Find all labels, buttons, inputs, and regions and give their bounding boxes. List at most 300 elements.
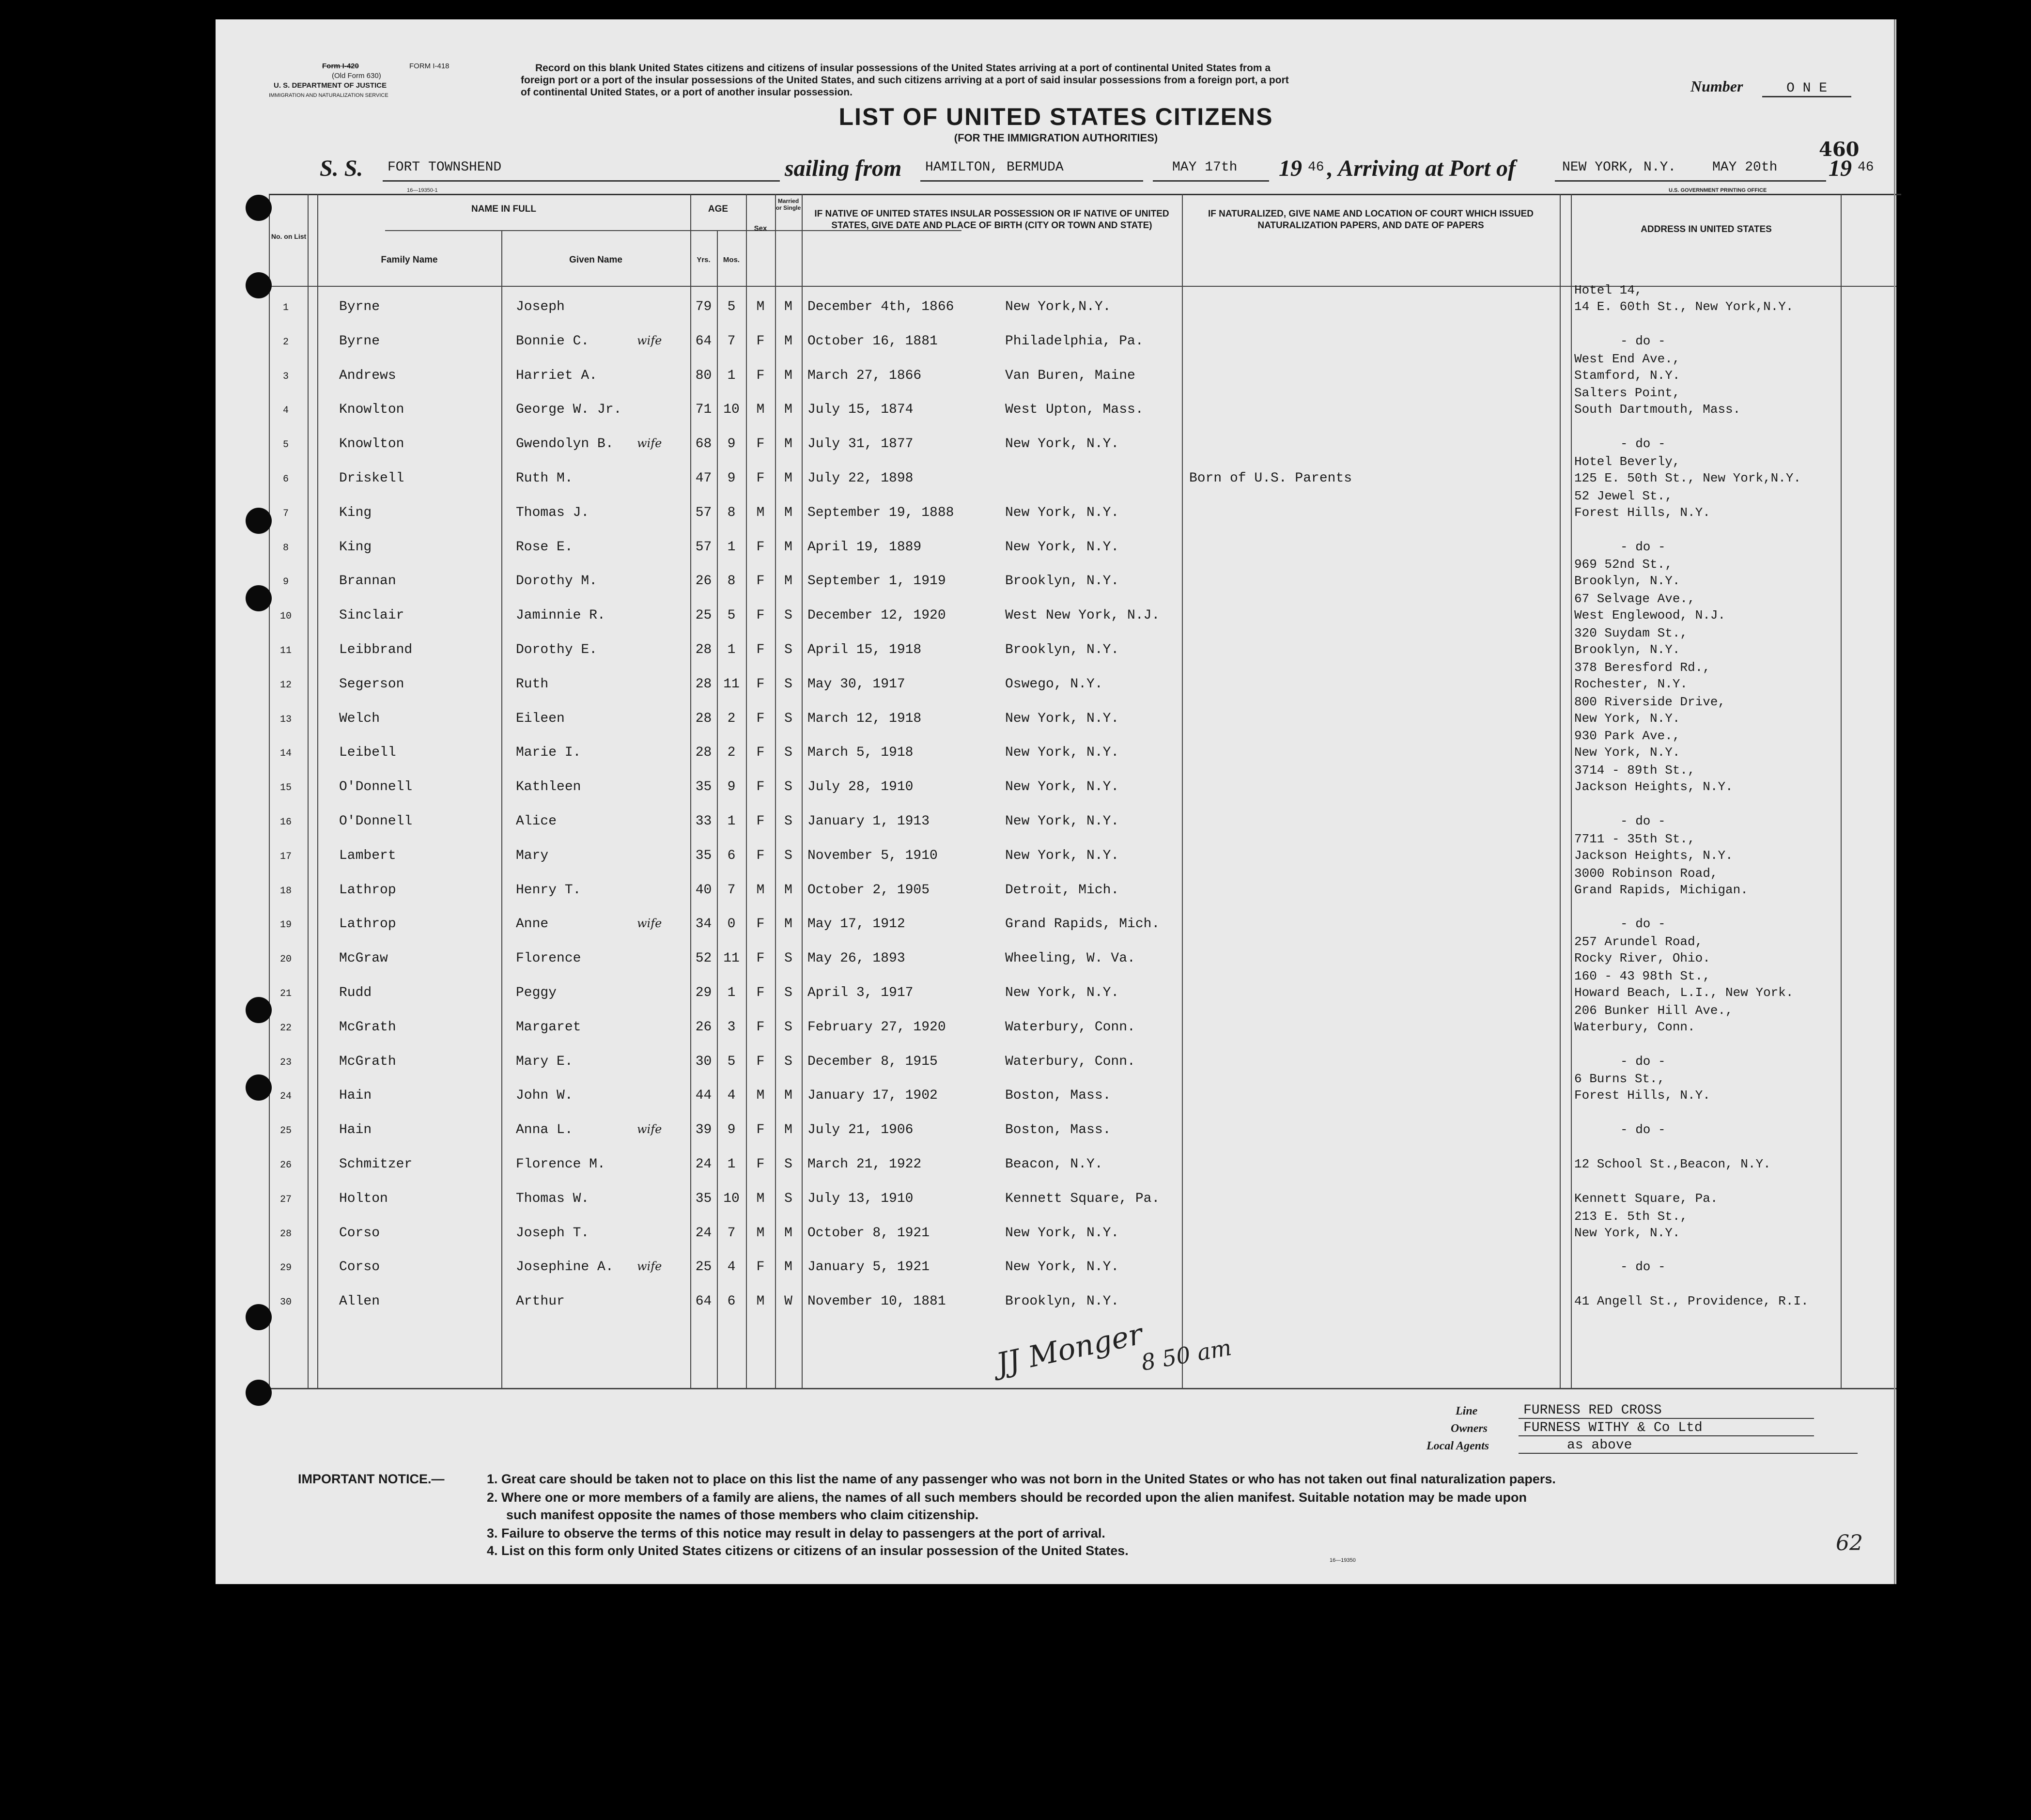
sail-year: 46 (1308, 160, 1324, 175)
punch-hole (246, 585, 272, 611)
family-name: Corso (339, 1260, 380, 1275)
age-years: 52 (695, 951, 712, 966)
address-line-2: Rochester, N.Y. (1574, 676, 1688, 691)
arrival-underline (1555, 180, 1826, 182)
birth-date: July 22, 1898 (807, 471, 914, 486)
ship-name: FORT TOWNSHEND (388, 160, 502, 175)
birth-date: April 15, 1918 (807, 642, 922, 657)
given-name: George W. Jr. (516, 402, 622, 418)
row-number: 2 (282, 336, 289, 348)
birth-place: Boston, Mass. (1005, 1122, 1111, 1138)
age-years: 44 (695, 1088, 712, 1104)
birth-place: Waterbury, Conn. (1005, 1054, 1135, 1069)
address-line-2: Brooklyn, N.Y. (1574, 642, 1680, 657)
marital-status: S (784, 676, 792, 692)
marital-status: S (784, 779, 792, 795)
notice-item-2-cont: such manifest opposite the names of those members who claim citizenship. (506, 1508, 979, 1522)
family-name: Hain (339, 1122, 372, 1138)
header-no: No. on List (271, 233, 307, 240)
sex: F (756, 848, 765, 863)
header-age: AGE (708, 204, 729, 214)
family-name: Driskell (339, 471, 404, 486)
age-months: 1 (727, 985, 736, 1000)
address-line-2: - do - (1620, 1054, 1666, 1069)
given-name: Alice (516, 814, 557, 829)
sex: F (756, 985, 765, 1000)
address-line-2: New York, N.Y. (1574, 1225, 1680, 1240)
given-name: Mary E. (516, 1054, 573, 1069)
rule (269, 286, 1896, 287)
birth-date: July 31, 1877 (807, 436, 914, 452)
address-line-2: Howard Beach, L.I., New York. (1574, 985, 1794, 1000)
age-months: 8 (727, 574, 736, 589)
header-yrs: Yrs. (697, 256, 711, 264)
marital-status: S (784, 608, 792, 623)
age-months: 5 (727, 608, 736, 623)
age-months: 10 (723, 1191, 740, 1206)
age-years: 24 (695, 1225, 712, 1241)
sex: M (756, 402, 765, 418)
page-title: LIST OF UNITED STATES CITIZENS (838, 103, 1273, 130)
ship-underline (383, 180, 780, 182)
row-number: 27 (279, 1194, 292, 1205)
owners-row (1426, 1422, 1901, 1440)
birth-place: New York, N.Y. (1005, 745, 1119, 761)
given-name: Eileen (516, 711, 565, 726)
age-years: 28 (695, 676, 712, 692)
page-note: 62 (1836, 1531, 1863, 1556)
row-number: 28 (279, 1228, 292, 1240)
number-block (1690, 78, 1851, 96)
age-months: 1 (727, 642, 736, 657)
page-subtitle: (FOR THE IMMIGRATION AUTHORITIES) (954, 132, 1158, 144)
handwritten-note: wife (637, 333, 662, 347)
header-birth: IF NATIVE OF UNITED STATES INSULAR POSSESSION OR IF NATIVE OF UNITED STATES, GIVE DATE AND PLACE OF BIRTH (CITY OR TOWN AND STATE) (814, 209, 1169, 231)
sail-date: MAY 17th (1172, 160, 1238, 175)
row-number: 6 (282, 474, 289, 485)
naturalization: Born of U.S. Parents (1189, 471, 1352, 486)
address-line-1: 160 - 43 98th St., (1574, 969, 1710, 983)
address-line-2: Kennett Square, Pa. (1574, 1191, 1718, 1206)
birth-place: New York, N.Y. (1005, 814, 1119, 829)
family-name: Rudd (339, 985, 372, 1000)
notice-heading: IMPORTANT NOTICE.— (298, 1472, 445, 1486)
age-months: 9 (727, 1122, 736, 1138)
age-months: 1 (727, 1157, 736, 1172)
address-line-1: 969 52nd St., (1574, 557, 1673, 572)
row-number: 15 (279, 782, 292, 794)
marital-status: M (784, 436, 792, 452)
age-years: 35 (695, 1191, 712, 1206)
address-line-1: 6 Burns St., (1574, 1072, 1665, 1087)
marital-status: S (784, 1191, 792, 1206)
address-line-1: 52 Jewel St., (1574, 488, 1673, 503)
sex: F (756, 676, 765, 692)
family-name: O'Donnell (339, 814, 413, 829)
address-line-1: 67 Selvage Ave., (1574, 591, 1695, 607)
given-name: Bonnie C. (516, 333, 589, 349)
sail-year-prefix: 19 (1279, 156, 1302, 181)
age-years: 35 (695, 779, 712, 795)
line-info (1426, 1405, 1901, 1457)
family-name: Lathrop (339, 917, 396, 932)
address-line-2: 14 E. 60th St., New York,N.Y. (1574, 299, 1794, 314)
address-line-2: - do - (1620, 1122, 1666, 1137)
given-name: Margaret (516, 1019, 581, 1035)
date-underline (1153, 180, 1269, 182)
birth-place: New York, N.Y. (1005, 779, 1119, 795)
age-years: 33 (695, 814, 712, 829)
birth-place: New York, N.Y. (1005, 505, 1119, 520)
age-months: 1 (727, 539, 736, 555)
row-number: 3 (282, 371, 289, 382)
notice-item-1: 1. Great care should be taken not to place on this list the name of any passenger who was not born in the United States or who has not taken out final naturalization papers. (487, 1472, 1556, 1486)
age-years: 25 (695, 608, 712, 623)
birth-place: New York, N.Y. (1005, 711, 1119, 726)
age-months: 9 (727, 436, 736, 452)
address-line-2: - do - (1620, 1260, 1666, 1275)
row-number: 18 (279, 885, 292, 897)
family-name: Byrne (339, 299, 380, 314)
address-line-1: 320 Suydam St., (1574, 626, 1688, 640)
family-name: Knowlton (339, 402, 404, 418)
agents-row (1426, 1440, 1901, 1457)
birth-date: September 1, 1919 (807, 574, 946, 589)
birth-date: March 27, 1866 (807, 368, 922, 383)
passenger-table (269, 194, 1896, 1395)
handwritten-note: wife (637, 1260, 662, 1274)
row-number: 11 (279, 645, 292, 656)
birth-date: November 10, 1881 (807, 1294, 946, 1309)
birth-place: Waterbury, Conn. (1005, 1019, 1135, 1035)
marital-status: M (784, 1260, 792, 1275)
inspection-time: 8 50 am (1139, 1334, 1234, 1376)
address-line-1: 257 Arundel Road, (1574, 934, 1703, 949)
birth-place: New York, N.Y. (1005, 1260, 1119, 1275)
printer-office: U.S. GOVERNMENT PRINTING OFFICE (1669, 187, 1767, 193)
address-line-1: West End Ave., (1574, 351, 1680, 366)
sex: M (756, 1088, 765, 1104)
address-line-2: New York, N.Y. (1574, 745, 1680, 760)
arriving-label: , Arriving at Port of (1327, 156, 1516, 181)
right-edge (1894, 19, 1895, 1584)
age-months: 9 (727, 779, 736, 795)
marital-status: S (784, 642, 792, 657)
birth-date: May 17, 1912 (807, 917, 905, 932)
age-years: 28 (695, 642, 712, 657)
row-number: 14 (279, 748, 292, 760)
row-number: 7 (282, 508, 289, 519)
row-number: 22 (279, 1022, 292, 1034)
instructions (521, 62, 1819, 98)
age-years: 68 (695, 436, 712, 452)
family-name: King (339, 505, 372, 520)
address-line-1: Hotel Beverly, (1574, 454, 1680, 469)
owners-value: FURNESS WITHY & Co Ltd (1519, 1420, 1814, 1436)
age-months: 9 (727, 471, 736, 486)
given-name: Jaminnie R. (516, 608, 605, 623)
row-number: 21 (279, 988, 292, 999)
birth-place: Brooklyn, N.Y. (1005, 574, 1119, 589)
birth-date: December 12, 1920 (807, 608, 946, 623)
sex: F (756, 814, 765, 829)
age-months: 0 (727, 917, 736, 932)
age-months: 2 (727, 745, 736, 761)
birth-date: November 5, 1910 (807, 848, 938, 863)
punch-hole (246, 997, 272, 1023)
birth-date: April 3, 1917 (807, 985, 914, 1000)
given-name: Marie I. (516, 745, 581, 761)
age-years: 40 (695, 882, 712, 898)
address-line-2: West Englewood, N.J. (1574, 608, 1726, 623)
given-name: Harriet A. (516, 368, 598, 383)
row-number: 16 (279, 817, 292, 828)
age-months: 7 (727, 882, 736, 898)
family-name: O'Donnell (339, 779, 413, 795)
sex: F (756, 642, 765, 657)
age-months: 5 (727, 299, 736, 314)
given-name: Gwendolyn B. (516, 436, 614, 452)
sex: F (756, 608, 765, 623)
row-number: 20 (279, 954, 292, 965)
age-months: 6 (727, 1294, 736, 1309)
given-name: Joseph (516, 299, 565, 314)
birth-place: Detroit, Mich. (1005, 882, 1119, 898)
given-name: Thomas W. (516, 1191, 589, 1206)
punch-hole (246, 272, 272, 298)
family-name: Schmitzer (339, 1157, 413, 1172)
birth-date: October 2, 1905 (807, 882, 930, 898)
birth-place: Kennett Square, Pa. (1005, 1191, 1160, 1206)
age-years: 26 (695, 1019, 712, 1035)
given-name: Dorothy M. (516, 574, 598, 589)
address-line-2: Jackson Heights, N.Y. (1574, 848, 1733, 863)
family-name: Leibbrand (339, 642, 413, 657)
age-years: 47 (695, 471, 712, 486)
row-number: 30 (279, 1297, 292, 1308)
marital-status: M (784, 539, 792, 555)
address-line-2: Forest Hills, N.Y. (1574, 1088, 1710, 1103)
table-row (269, 283, 1896, 329)
age-years: 28 (695, 745, 712, 761)
table-row (269, 386, 1896, 432)
birth-place: West Upton, Mass. (1005, 402, 1144, 418)
age-months: 10 (723, 402, 740, 418)
address-line-2: 125 E. 50th St., New York,N.Y. (1574, 471, 1801, 485)
marital-status: M (784, 1088, 792, 1104)
given-name: Mary (516, 848, 549, 863)
owners-label: Owners (1451, 1422, 1488, 1435)
address-line-1: 800 Riverside Drive, (1574, 694, 1726, 709)
address-line-1: 378 Beresford Rd., (1574, 660, 1710, 675)
handwritten-note: wife (637, 436, 662, 451)
table-row (269, 1209, 1896, 1256)
birth-date: December 4th, 1866 (807, 299, 954, 314)
address-line-2: Jackson Heights, N.Y. (1574, 779, 1733, 794)
row-number: 5 (282, 439, 289, 451)
address-line-2: 41 Angell St., Providence, R.I. (1574, 1294, 1809, 1309)
birth-place: Oswego, N.Y. (1005, 676, 1103, 692)
family-name: Hain (339, 1088, 372, 1104)
birth-place: New York, N.Y. (1005, 539, 1119, 555)
age-years: 24 (695, 1157, 712, 1172)
line-label: Line (1456, 1405, 1478, 1417)
row-number: 4 (282, 405, 289, 417)
birth-place: Philadelphia, Pa. (1005, 333, 1144, 349)
punch-hole (246, 1380, 272, 1406)
given-name: Rose E. (516, 539, 573, 555)
sex: F (756, 711, 765, 726)
family-name: Lambert (339, 848, 396, 863)
instruction-line: of continental United States, or a port of another insular possession. (521, 87, 853, 98)
given-name: Kathleen (516, 779, 581, 795)
age-years: 64 (695, 333, 712, 349)
form-number-2: FORM I-418 (409, 62, 450, 70)
given-name: Florence (516, 951, 581, 966)
marital-status: M (784, 333, 792, 349)
age-months: 1 (727, 814, 736, 829)
birth-place: New York, N.Y. (1005, 1225, 1119, 1241)
header-sex: Sex (754, 224, 767, 233)
given-name: Thomas J. (516, 505, 589, 520)
sex: F (756, 1019, 765, 1035)
birth-place: Brooklyn, N.Y. (1005, 1294, 1119, 1309)
marital-status: S (784, 848, 792, 863)
instruction-line: Record on this blank United States citizens and citizens of insular possessions of the United States arriving at a port of continental United States from a (535, 62, 1271, 74)
marital-status: S (784, 1019, 792, 1035)
sex: F (756, 333, 765, 349)
marital-status: S (784, 745, 792, 761)
table-row (269, 1256, 1896, 1290)
family-name: Leibell (339, 745, 396, 761)
address-line-2: - do - (1620, 539, 1666, 554)
sex: M (756, 505, 765, 520)
agents-value: as above (1519, 1438, 1858, 1454)
address-line-1: Hotel 14, (1574, 283, 1643, 297)
age-months: 1 (727, 368, 736, 383)
birth-place: Beacon, N.Y. (1005, 1157, 1103, 1172)
age-years: 26 (695, 574, 712, 589)
sex: F (756, 436, 765, 452)
line-row (1426, 1405, 1901, 1422)
arrival-port: NEW YORK, N.Y. (1562, 160, 1676, 175)
age-years: 71 (695, 402, 712, 418)
table-row (269, 1119, 1896, 1152)
birth-place: Wheeling, W. Va. (1005, 951, 1135, 966)
birth-place: New York, N.Y. (1005, 985, 1119, 1000)
sex: F (756, 917, 765, 932)
marital-status: M (784, 574, 792, 589)
age-years: 39 (695, 1122, 712, 1138)
birth-date: March 5, 1918 (807, 745, 914, 761)
birth-place: Boston, Mass. (1005, 1088, 1111, 1104)
age-months: 2 (727, 711, 736, 726)
row-number: 9 (282, 576, 289, 588)
marital-status: M (784, 471, 792, 486)
number-label: Number (1690, 78, 1743, 95)
given-name: Peggy (516, 985, 557, 1000)
address-line-1: 3714 - 89th St., (1574, 763, 1695, 778)
age-months: 4 (727, 1260, 736, 1275)
given-name: John W. (516, 1088, 573, 1104)
marital-status: S (784, 1054, 792, 1069)
table-row (269, 1153, 1896, 1187)
family-name: Andrews (339, 368, 396, 383)
age-years: 29 (695, 985, 712, 1000)
bottom-form-code: 16—19350 (1330, 1557, 1356, 1563)
printer-code: 16—19350-1 (407, 187, 438, 193)
marital-status: M (784, 917, 792, 932)
arrival-year: 46 (1858, 160, 1874, 175)
age-months: 6 (727, 848, 736, 863)
family-name: Byrne (339, 333, 380, 349)
sex: M (756, 299, 765, 314)
voyage-line (320, 155, 1899, 184)
birth-date: October 8, 1921 (807, 1225, 930, 1241)
sex: F (756, 779, 765, 795)
given-name: Ruth M. (516, 471, 573, 486)
ss-label: S. S. (320, 156, 363, 181)
arrival-date: MAY 20th (1712, 160, 1778, 175)
row-number: 24 (279, 1091, 292, 1103)
marital-status: S (784, 814, 792, 829)
punch-hole (246, 1304, 272, 1330)
header-address: ADDRESS IN UNITED STATES (1641, 224, 1772, 234)
birth-date: February 27, 1920 (807, 1019, 946, 1035)
age-years: 79 (695, 299, 712, 314)
address-line-2: Grand Rapids, Michigan. (1574, 882, 1748, 897)
header-married-single: Married or Single (775, 198, 801, 211)
age-years: 35 (695, 848, 712, 863)
birth-place: West New York, N.J. (1005, 608, 1160, 623)
age-months: 7 (727, 333, 736, 349)
birth-date: October 16, 1881 (807, 333, 938, 349)
arrival-year-prefix: 19 (1829, 156, 1852, 181)
sex: F (756, 471, 765, 486)
inspector-signature: JJ Monger (993, 1317, 1146, 1382)
address-line-1: 930 Park Ave., (1574, 729, 1680, 744)
sex: F (756, 1054, 765, 1069)
header-given-name: Given Name (569, 255, 622, 265)
given-name: Ruth (516, 676, 549, 692)
birth-date: January 5, 1921 (807, 1260, 930, 1275)
punch-hole (246, 508, 272, 534)
age-months: 11 (723, 676, 740, 692)
row-number: 17 (279, 851, 292, 862)
department: U. S. DEPARTMENT OF JUSTICE (274, 81, 387, 90)
header-name-in-full: NAME IN FULL (471, 204, 537, 214)
given-name: Anne (516, 917, 549, 932)
age-months: 11 (723, 951, 740, 966)
sex: F (756, 745, 765, 761)
given-name: Anna L. (516, 1122, 573, 1138)
address-line-2: Stamford, N.Y. (1574, 368, 1680, 383)
old-form: (Old Form 630) (332, 72, 381, 80)
table-row (269, 488, 1896, 535)
marital-status: W (784, 1294, 792, 1309)
rule (269, 1388, 1896, 1389)
sex: M (756, 1225, 765, 1241)
marital-status: S (784, 1157, 792, 1172)
birth-place: New York, N.Y. (1005, 848, 1119, 863)
family-name: Corso (339, 1225, 380, 1241)
marital-status: S (784, 951, 792, 966)
row-number: 12 (279, 679, 292, 691)
number-value: O N E (1762, 81, 1851, 97)
family-name: Knowlton (339, 436, 404, 452)
address-line-2: - do - (1620, 436, 1666, 451)
address-line-2: - do - (1620, 814, 1666, 828)
